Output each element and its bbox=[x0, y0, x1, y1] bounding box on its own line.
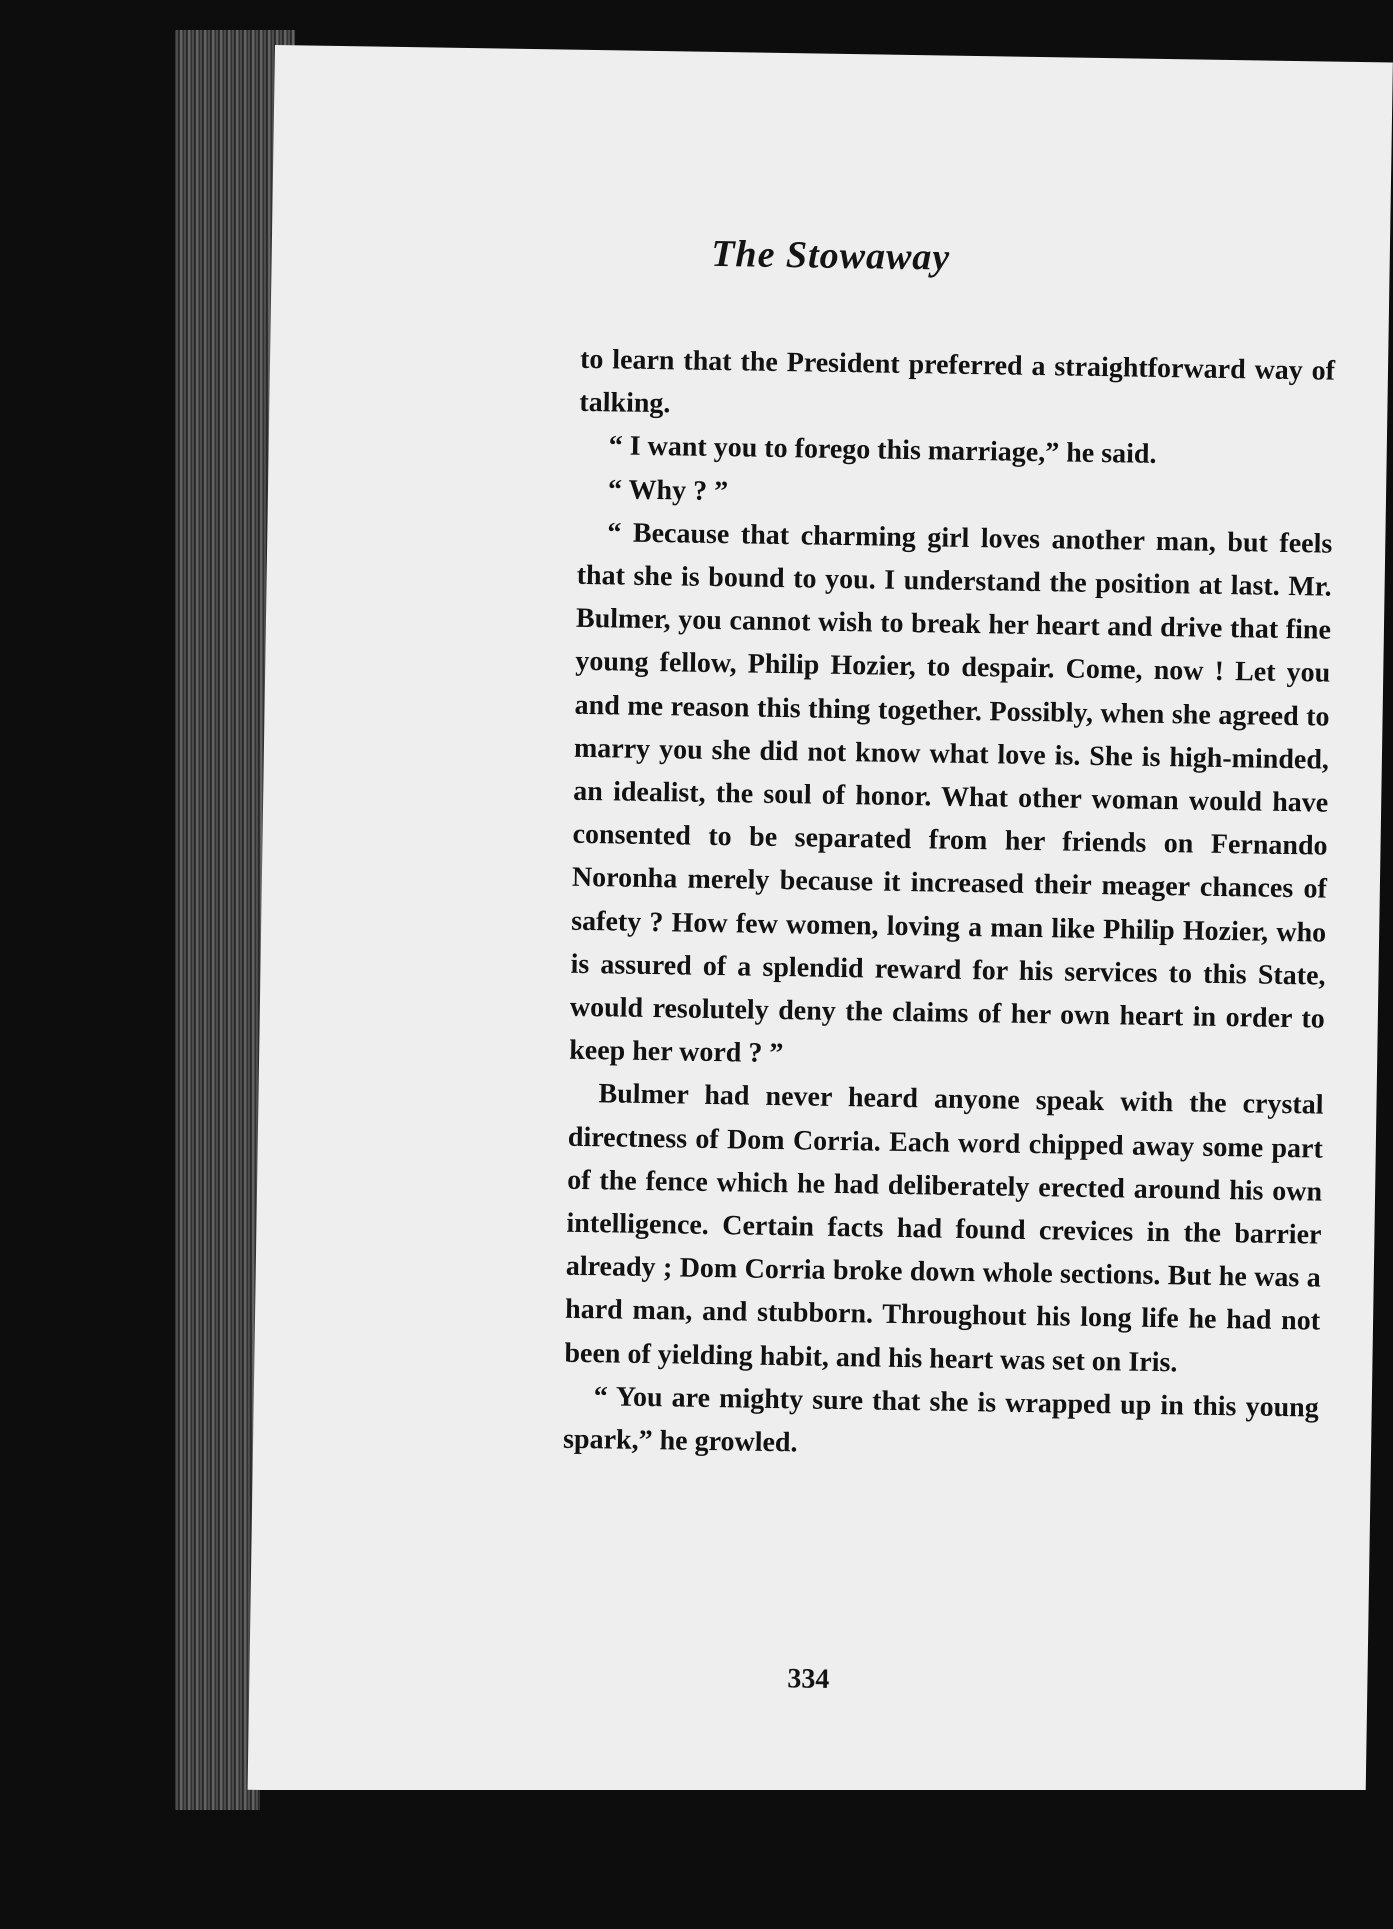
paragraph: “ You are mighty sure that she is wrapped up in this young spark,” he growled. bbox=[562, 1381, 1319, 1459]
paragraph: to learn that the President preferred a straightforward way of talking. bbox=[579, 343, 1336, 420]
book-page bbox=[248, 45, 1393, 1807]
body-text bbox=[563, 338, 1336, 1473]
paragraph: “ I want you to forego this marriage,” he said. bbox=[608, 430, 1157, 471]
paragraph: Bulmer had never heard anyone speak with the crystal directness of Dom Corria. Each word chipped away some part of the fence which he had deliberately erected around his own intelligence. Certain facts had found crevices in the barrier already ; Dom Corria broke down whole sections. But he was a hard man, and stubborn. Throughout his long life he had not been of yielding habit, and his heart was set on Iris. bbox=[564, 1078, 1324, 1379]
running-head: The Stowaway bbox=[710, 232, 951, 279]
paragraph: “ Because that charming girl loves another man, but feels that she is bound to you. I understand the position at last. Mr. Bulmer, you cannot wish to break her heart and drive that fine young fellow, Philip Hozier, to despair. Come, now ! Let you and me reason this thing together. Possibly, when she agreed to marry you she did not know what love is. She is high-minded, an idealist, the soul of honor. What other woman would have consented to be separated from her friends on Fernando Noronha merely because it increased their meager chances of safety ? How few women, loving a man like Philip Hozier, who is assured of a splendid reward for his services to this State, would resolutely deny the claims of her own heart in order to keep her word ? ” bbox=[568, 517, 1333, 1070]
page-number: 334 bbox=[787, 1663, 830, 1695]
bottom-shadow bbox=[260, 1790, 1393, 1929]
paragraph: “ Why ? ” bbox=[607, 473, 729, 507]
